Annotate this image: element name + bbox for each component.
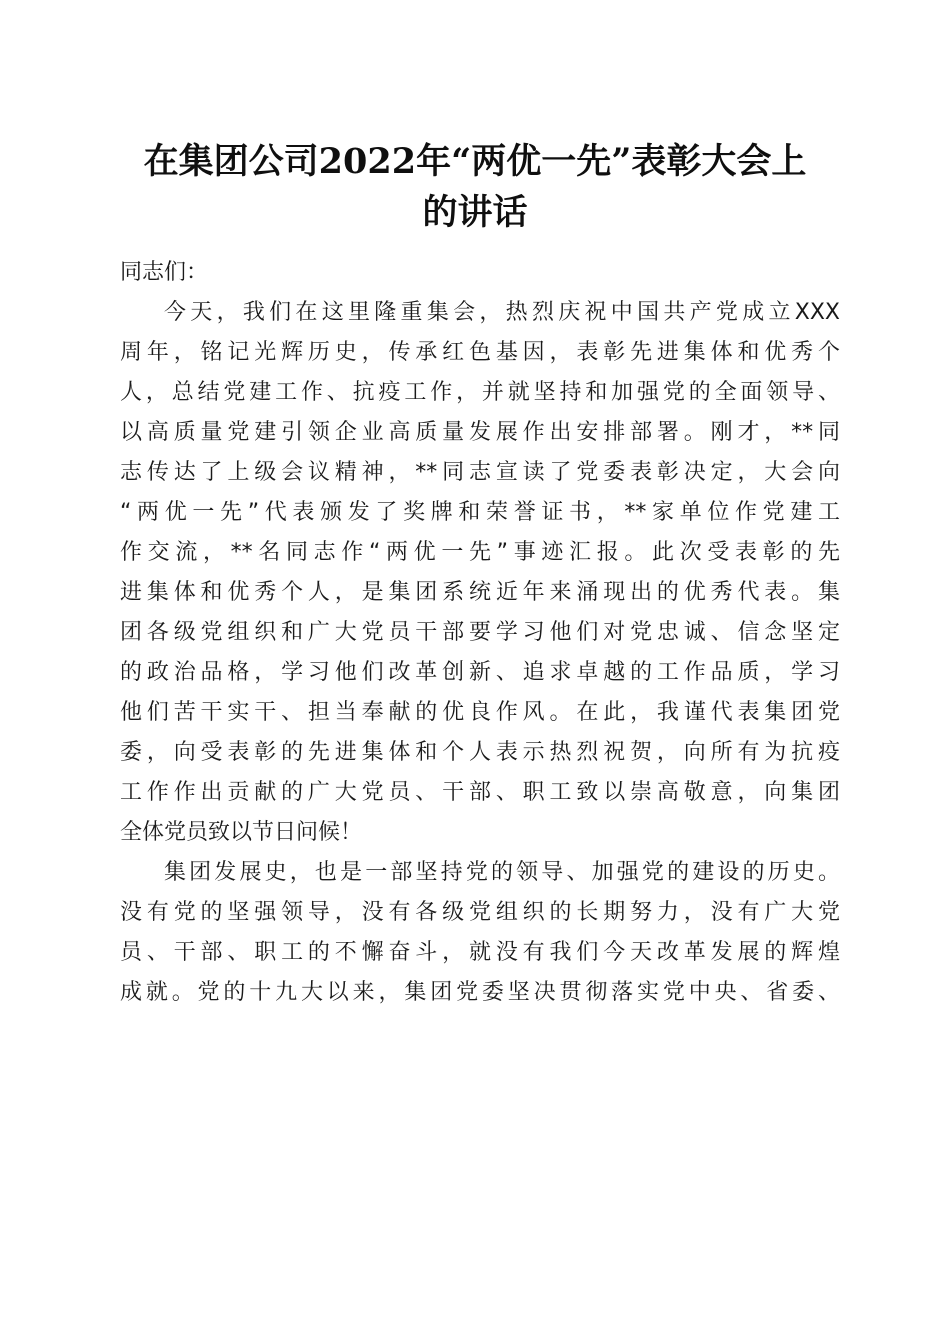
text-line: 以高质量党建引领企业高质量发展作出安排部署。刚才，**同 (120, 420, 840, 445)
text-line: “两优一先”代表颁发了奖牌和荣誉证书，**家单位作党建工 (120, 500, 840, 525)
paragraph-1 (120, 293, 840, 853)
title-line: 在集团公司2022年“两优一先”表彰大会上 (143, 141, 807, 182)
text-line: 进集体和优秀个人，是集团系统近年来涌现出的优秀代表。集 (120, 580, 840, 605)
text-line: 集团发展史，也是一部坚持党的领导、加强党的建设的历史。 (164, 860, 840, 885)
text-line: 作交流，**名同志作“两优一先”事迹汇报。此次受表彰的先 (120, 540, 840, 565)
document-body (120, 253, 840, 1013)
text-line: 成就。党的十九大以来，集团党委坚决贯彻落实党中央、省委、 (120, 980, 840, 1005)
text-line: 员、干部、职工的不懈奋斗，就没有我们今天改革发展的辉煌 (120, 940, 840, 965)
title-line: 的讲话 (422, 192, 528, 233)
text-line: 周年，铭记光辉历史，传承红色基因，表彰先进集体和优秀个 (120, 340, 840, 365)
text-line: 人，总结党建工作、抗疫工作，并就坚持和加强党的全面领导、 (120, 380, 840, 405)
text-line: 工作作出贡献的广大党员、干部、职工致以崇高敬意，向集团 (120, 780, 840, 805)
text-line: 团各级党组织和广大党员干部要学习他们对党忠诚、信念坚定 (120, 620, 840, 645)
text-line: 志传达了上级会议精神，**同志宣读了党委表彰决定，大会向 (120, 460, 840, 485)
document-title (100, 136, 850, 238)
text-line: 他们苦干实干、担当奉献的优良作风。在此，我谨代表集团党 (120, 700, 840, 725)
text-line: 没有党的坚强领导，没有各级党组织的长期努力，没有广大党 (120, 900, 840, 925)
text-line: 今天，我们在这里隆重集会，热烈庆祝中国共产党成立XXX (164, 300, 840, 325)
salutation: 同志们： (120, 260, 209, 285)
paragraph-2 (120, 853, 840, 1013)
text-line: 的政治品格，学习他们改革创新、追求卓越的工作品质，学习 (120, 660, 840, 685)
text-line: 全体党员致以节日问候！ (120, 820, 363, 845)
text-line: 委，向受表彰的先进集体和个人表示热烈祝贺，向所有为抗疫 (120, 740, 840, 765)
